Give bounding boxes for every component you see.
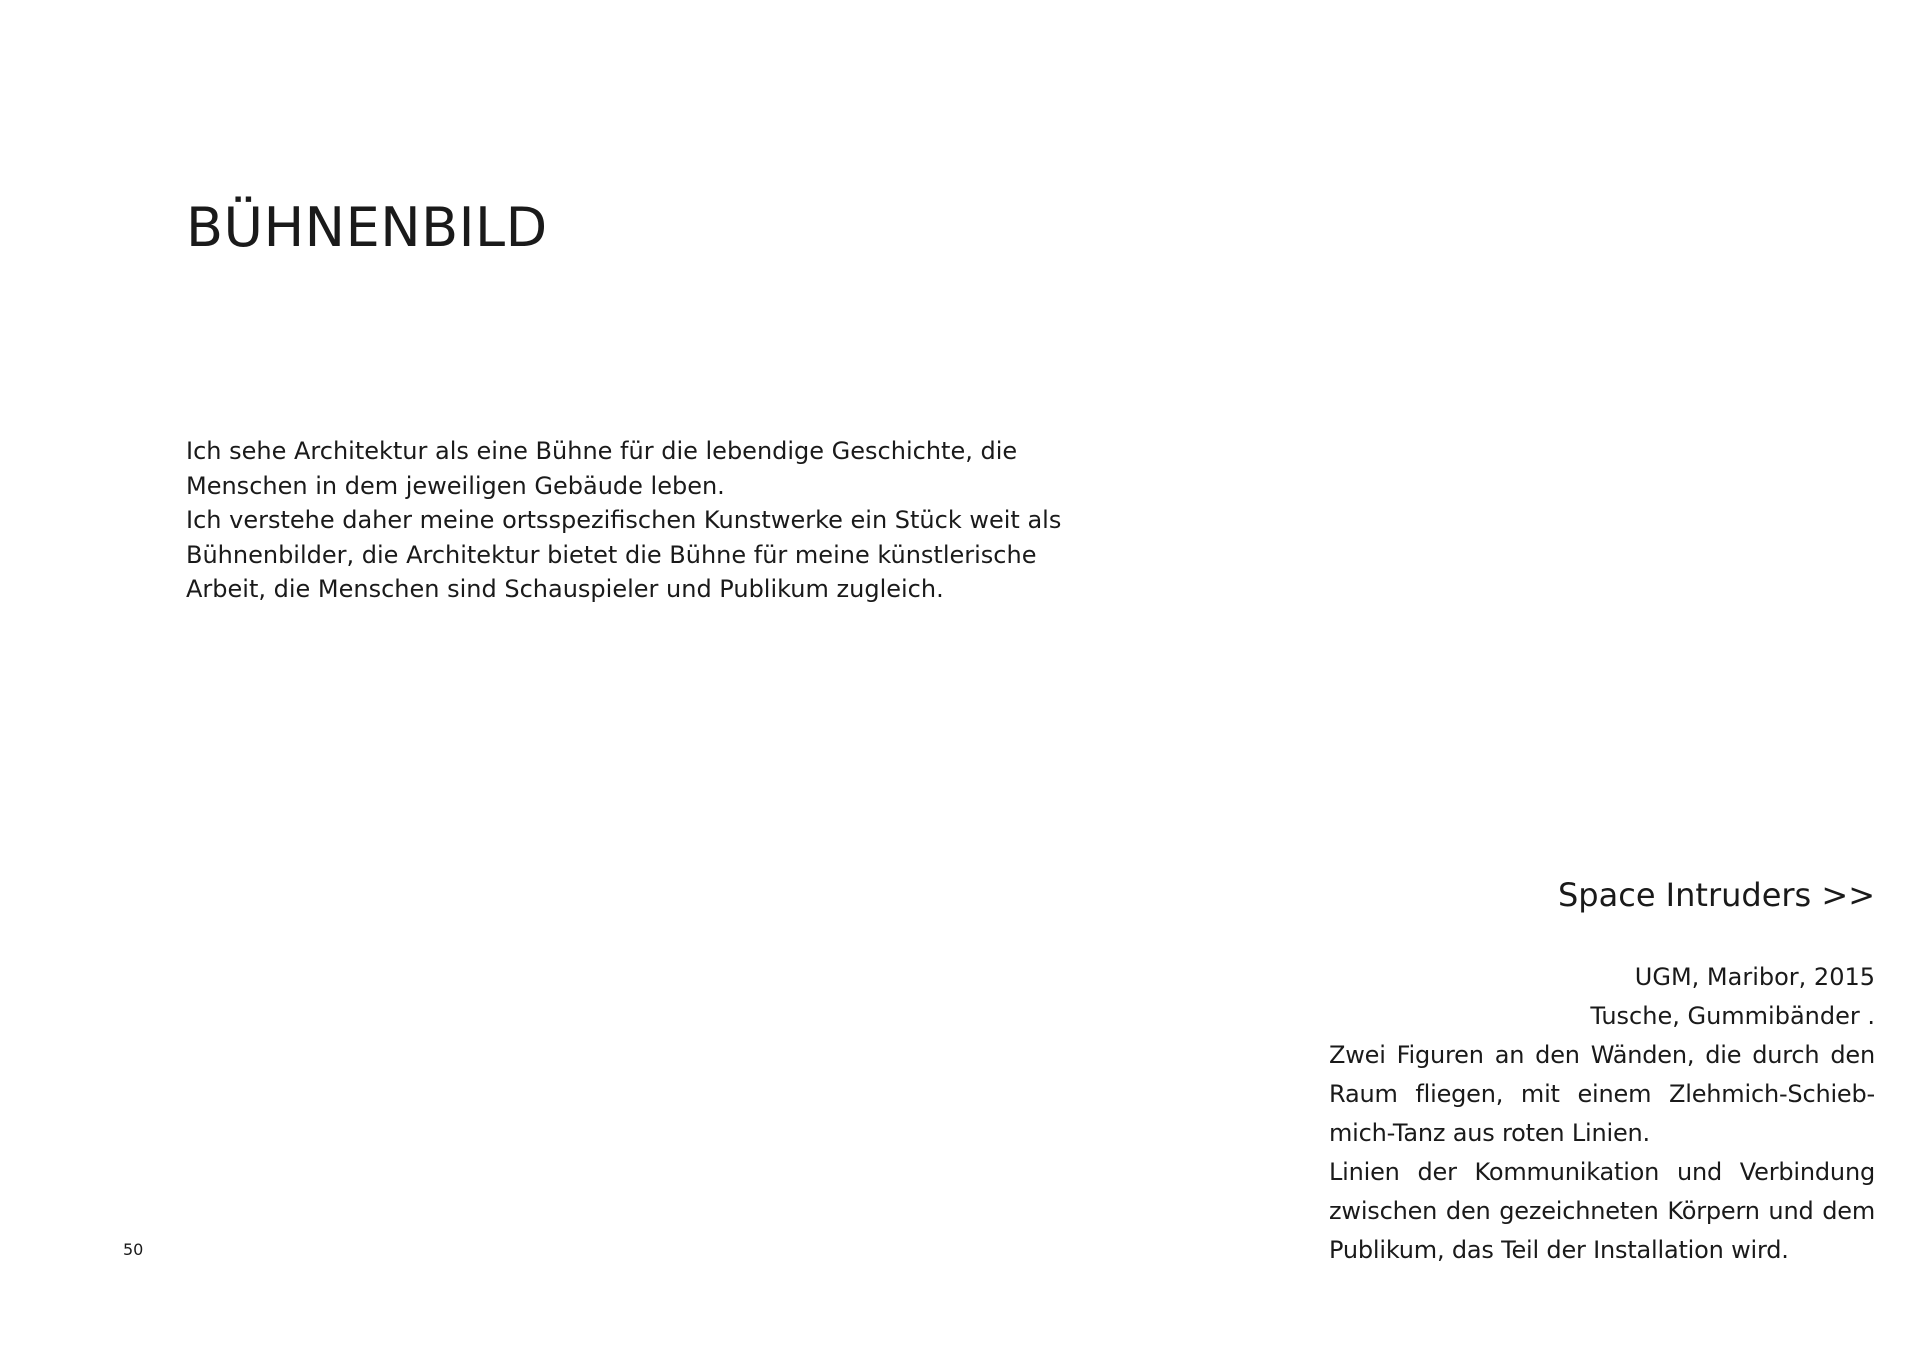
page-number: 50 (123, 1240, 144, 1259)
project-materials: Tusche, Gummibänder . (1590, 1002, 1875, 1030)
intro-line: Arbeit, die Menschen sind Schauspieler und Publikum zugleich. (186, 575, 944, 604)
project-link[interactable]: Space Intruders >> (1557, 876, 1875, 914)
project-venue: UGM, Maribor, 2015 (1634, 963, 1875, 991)
intro-line: Bühnenbilder, die Architektur bietet die Bühne für meine künstlerische (186, 540, 1037, 569)
project-details (1329, 958, 1875, 1270)
project-block (1329, 872, 1875, 1270)
intro-line: Ich verstehe daher meine ortsspezifischen Kunstwerke ein Stück weit als (186, 506, 1062, 535)
intro-text (186, 434, 1086, 607)
page-title: BÜHNENBILD (186, 196, 548, 259)
project-description: Zwei Figuren an den Wänden, die durch den Raum fliegen, mit einem Zlehmich-Schieb-mich-Tanz aus roten Linien. (1329, 1041, 1875, 1147)
intro-line: Menschen in dem jeweiligen Gebäude leben. (186, 471, 725, 500)
intro-line: Ich sehe Architektur als eine Bühne für die lebendige Geschichte, die (186, 437, 1018, 465)
project-description: Linien der Kommunikation und Verbindung zwischen den gezeichneten Körpern und dem Publikum, das Teil der Installation wird. (1329, 1158, 1875, 1264)
